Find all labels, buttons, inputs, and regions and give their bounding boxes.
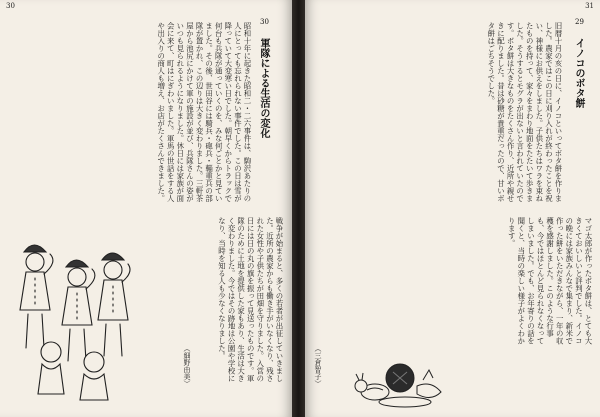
essay-body-bottom: マゴ太郎が作ったボタ餅は、とても大きくておいしいと評判でした。イノコの晩には家族みんなで集まり、新米で作った餅をいただきながら、一年の収穫を感謝しました。このような行事も、今ではほとんど見られなくなってしまいました。でも、お年寄りの話を聞くと、当時の楽しい様子がよくわかります。 [507,217,593,345]
essay-body-bottom: 戦争が始まると、多くの若者が出征していきました。近所の農家からも働き手がいなくなり、残された女性や子供たちが田畑を守りました。入営の日には日の丸の旗を振って見送ったものです。軍隊のために土地を提供した家もあり、生活は大きく変わりました。今ではその跡地は公園や学校になり、当時を知る人も少なくなりました。 [217,217,284,382]
essay-body-top: 旧暦十月の亥の日に、イノコといってボタ餅を作りました。農家ではこの日に刈り入れが終わったことを祝い、神様にお供えをしました。子供たちはワラを束ねたものを持って、家々をまわり地面をたたいて歩きました。そうするとモグラが出ないと言われていたのです。ボタ餅は大きなものをたくさん作り、近所や親せきに配りました。昔は砂糖が貴重だったので、甘いボタ餅はごちそうでした。 [486,22,563,202]
right-page [305,0,600,417]
book-gutter [292,0,305,417]
botamochi-illustration [345,340,455,415]
essay-number: 30 [260,18,269,26]
author-name: （細野由美） [183,345,191,387]
page-number-left: 30 [6,2,15,10]
essay-title: 軍隊による生活の変化 [258,38,269,138]
author-name: （三倉智子） [314,345,322,387]
left-page [0,0,292,417]
soldiers-children-illustration [6,222,146,402]
essay-title: イノコのボタ餅 [573,38,584,108]
essay-number: 29 [575,18,584,26]
page-number-right: 31 [585,2,594,10]
essay-body-top: 昭和十年に起きた昭和二・二六事件は、駒沢あたりの人にとっても忘れられない事件でした。この日は雪が降っていて大変寒い日でした。朝早くからトラックで何台も兵隊が通っていくのを、みな何ごとかと見ていました。その後、世田谷には騎兵・砲兵・輜重兵の部隊が置かれ、この辺りは大きく変わりました。三軒茶屋から池尻にかけて軍の施設が並び、兵隊さんの姿がいつも見られるようになりました。休日には家族が面会に来て、町はにぎわいました。軍馬の世話をする人や出入りの商人も増え、お店がたくさんできました。 [156,22,252,202]
